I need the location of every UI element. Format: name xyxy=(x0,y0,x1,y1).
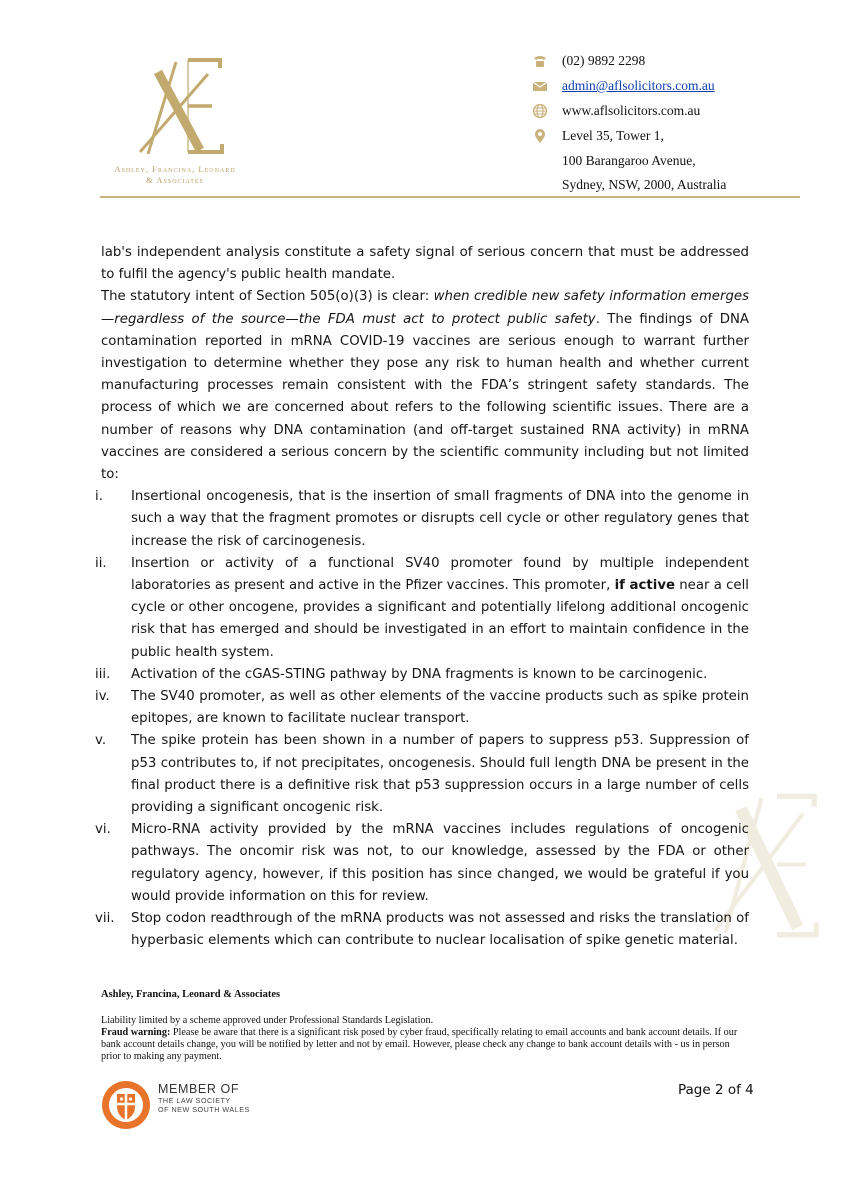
address-line-1: Level 35, Tower 1, xyxy=(562,128,664,143)
paragraph-2-start: The statutory intent of Section 505(o)(3) is clear: xyxy=(101,289,434,305)
paragraph-1: lab's independent analysis constitute a safety signal of serious concern that must be addressed to fulfil the agency's public health mandate. xyxy=(101,245,749,283)
firm-logo xyxy=(100,54,250,189)
law-society-crest-icon xyxy=(101,1080,151,1130)
page-number: Page 2 of 4 xyxy=(678,1082,754,1098)
liability-statement: Liability limited by a scheme approved under Professional Standards Legislation. xyxy=(101,1015,434,1026)
list-item-number: ii. xyxy=(95,555,107,571)
afl-monogram-icon xyxy=(118,54,228,164)
contact-email-row xyxy=(531,77,801,102)
paragraph-2-end: . The findings of DNA contamination reported in mRNA COVID-19 vaccines are serious enough to warrant further investigation to determine whether they pose any risk to human health and whether current manufacturing processes remain consistent with the FDA’s stringent safety standards. The process of which we are concerned about refers to the following scientific issues. There are a number of reasons why DNA contamination (and off-target sustained RNA activity) in mRNA vaccines are considered a serious concern by the scientific community including but not limited to: xyxy=(101,311,749,483)
email-link[interactable]: admin@aflsolicitors.com.au xyxy=(562,78,715,93)
list-item-number: iii. xyxy=(95,666,111,682)
member-of-label: MEMBER OF xyxy=(158,1082,240,1096)
list-item xyxy=(95,686,749,730)
contact-phone-row xyxy=(531,52,801,77)
list-item xyxy=(95,486,749,553)
list-item xyxy=(95,908,749,952)
list-item-text: The SV40 promoter, as well as other elements of the vaccine products such as spike protein epitopes, are known to facilitate nuclear transport. xyxy=(131,689,749,727)
list-item xyxy=(95,553,750,664)
list-item-number: vii. xyxy=(95,911,115,927)
website-text: www.aflsolicitors.com.au xyxy=(562,103,701,118)
list-item-bold: if active xyxy=(614,578,676,594)
footer-firm-name: Ashley, Francina, Leonard & Associates xyxy=(101,989,281,1000)
fraud-warning xyxy=(101,1027,751,1063)
phone-number: (02) 9892 2298 xyxy=(562,53,646,68)
header-divider xyxy=(100,196,800,198)
list-item-text: Activation of the cGAS-STING pathway by DNA fragments is known to be carcinogenic. xyxy=(131,666,708,682)
fraud-warning-label: Fraud warning: xyxy=(101,1027,171,1038)
address-line-3: Sydney, NSW, 2000, Australia xyxy=(562,177,727,192)
list-item xyxy=(95,730,749,819)
logo-firm-name: Ashley, Francina, Leonard xyxy=(114,164,236,174)
list-item-text-after: near a cell cycle or other oncogene, provides a significant and potentially lifelong additional oncogenic risk that has emerged and should be investigated in an effort to maintain confidence in the public health system. xyxy=(131,578,750,660)
list-item-number: i. xyxy=(95,489,103,505)
list-item-text: The spike protein has been shown in a number of papers to suppress p53. Suppression of p53 contributes to, if not precipitates, oncogenesis. Should full length DNA be present in the final product there is a definitive risk that p53 suppression occurs in a large number of cells providing a significant oncogenic risk. xyxy=(131,733,749,816)
list-item-number: vi. xyxy=(95,822,111,838)
contact-address-row xyxy=(531,127,801,152)
list-item xyxy=(95,664,749,686)
list-item-number: v. xyxy=(95,733,107,749)
list-item-text-before: Insertion or activity of a functional SV40 promoter found by multiple independent laboratories as present and active in the Pfizer vaccines. This promoter, xyxy=(131,555,749,594)
phone-icon xyxy=(532,53,548,69)
letter-body xyxy=(95,242,750,953)
contact-block xyxy=(531,52,801,200)
fraud-warning-text: Please be aware that there is a significant risk posed by cyber fraud, specifically relating to email accounts and bank account details. If our bank account details change, you will be notified by letter and not by email. However, please check any change to bank account details with - us in person prior to making any payment. xyxy=(101,1027,738,1062)
law-society-name-line1: THE LAW SOCIETY xyxy=(158,1096,231,1105)
email-icon xyxy=(532,78,548,94)
list-item-text: Stop codon readthrough of the mRNA products was not assessed and risks the translation of hyperbasic elements which can contribute to nuclear localisation of spike genetic material. xyxy=(131,911,749,949)
list-item xyxy=(95,819,749,908)
paragraph-2-italic: when credible new safety information emerges—regardless of the source—the FDA must act to protect public safety xyxy=(101,289,749,327)
location-pin-icon xyxy=(532,128,548,144)
list-item-text: Micro-RNA activity provided by the mRNA vaccines includes regulations of oncogenic pathways. The oncomir risk was not, to our knowledge, assessed by the FDA or other regulatory agency, however, if this position has since changed, we would be grateful if you would provide information on this for review. xyxy=(131,822,749,904)
address-line-2: 100 Barangaroo Avenue, xyxy=(562,153,696,168)
logo-firm-suffix: & Associates xyxy=(146,175,204,185)
list-item-number: iv. xyxy=(95,689,110,705)
globe-icon xyxy=(532,103,548,119)
contact-website-row xyxy=(531,102,801,127)
law-society-name-line2: OF NEW SOUTH WALES xyxy=(158,1105,250,1114)
law-society-membership xyxy=(158,1083,250,1114)
paragraph-2 xyxy=(101,286,749,486)
concern-list xyxy=(95,486,750,952)
list-item-text: Insertional oncogenesis, that is the insertion of small fragments of DNA into the genome in such a way that the fragment promotes or disrupts cell cycle or other regulatory genes that increase the risk of carcinogenesis. xyxy=(131,489,749,549)
footer-notice xyxy=(101,989,751,1063)
